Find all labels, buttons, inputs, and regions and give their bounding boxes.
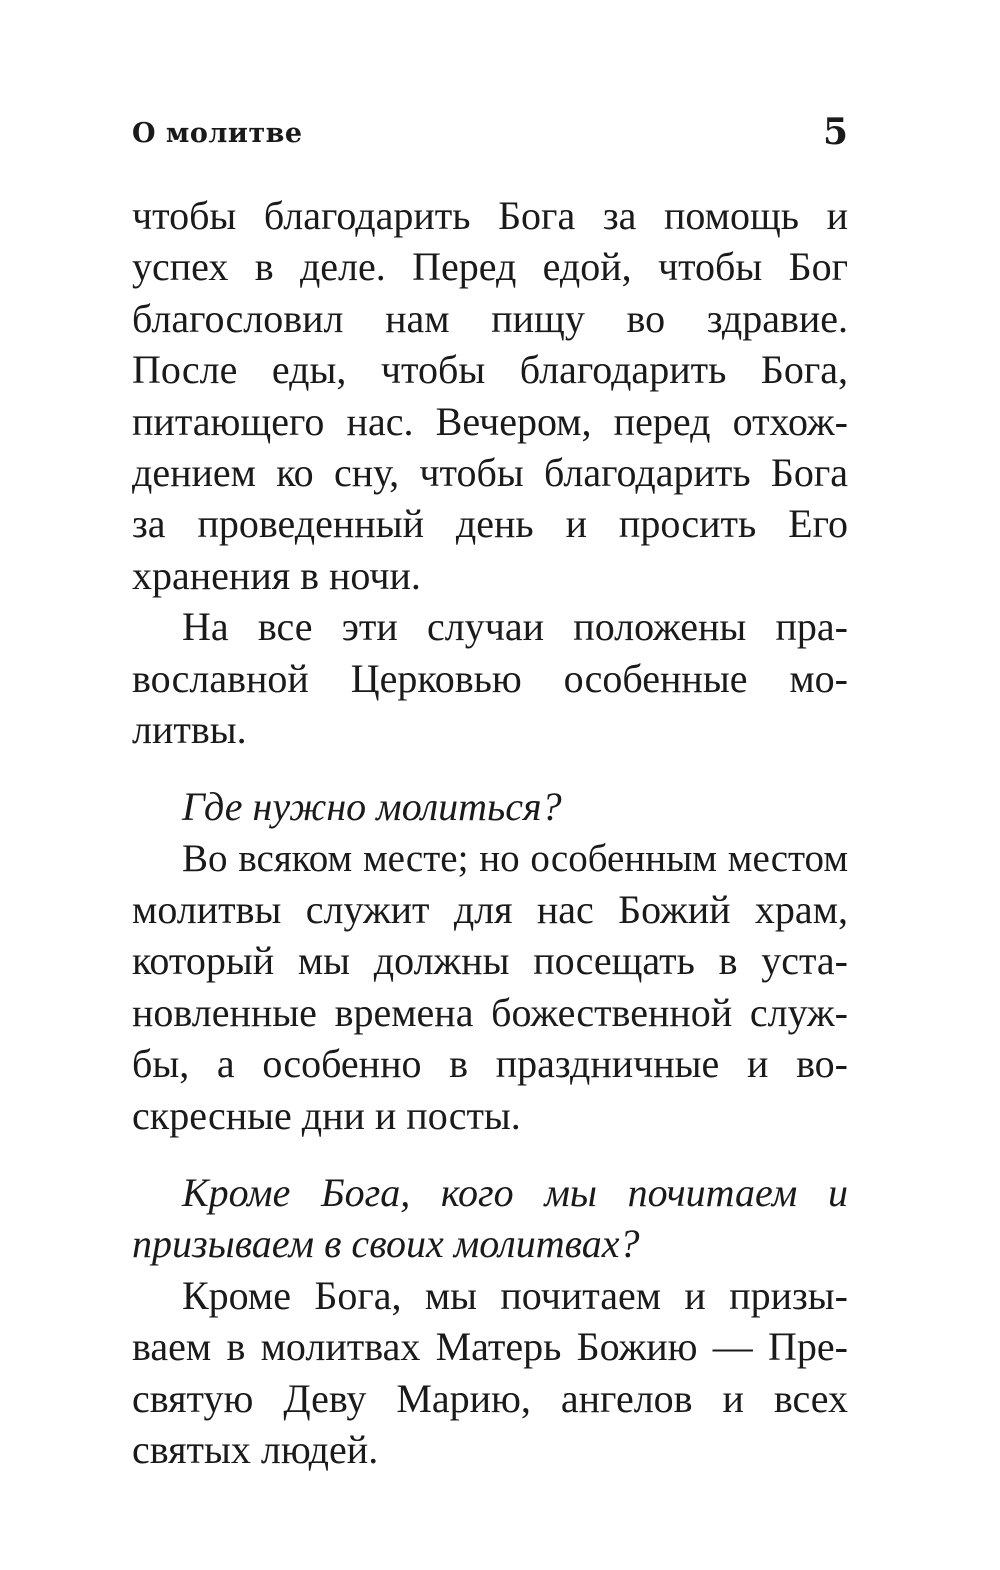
text-line: Кроме Бога, мы почитаем и призы-: [182, 1272, 848, 1318]
text-line: чтобы благодарить Бога за помощь и: [132, 193, 848, 238]
text-line: благословил нам пищу во здравие.: [132, 295, 848, 341]
text-line: ваем в молитвах Матерь Божию — Пре-: [132, 1324, 848, 1370]
text-line: Во всяком месте; но особенным местом: [182, 836, 848, 880]
text-line: литвы.: [132, 706, 247, 752]
text-line: новленные времена божественной служ-: [132, 989, 848, 1035]
text-line: за проведенный день и просить Его: [132, 501, 848, 547]
section-gap: [132, 755, 848, 781]
running-head: [132, 112, 848, 156]
question-heading: Где нужно молиться?: [182, 784, 562, 830]
text-line: дением ко сну, чтобы благодарить Бога: [132, 449, 848, 495]
text-line: питающего нас. Вечером, перед отхож-: [132, 398, 848, 444]
question-heading: призываем в своих молитвах?: [132, 1221, 640, 1267]
text-line: святую Деву Марию, ангелов и всех: [132, 1375, 848, 1421]
text-line: скресные дни и посты.: [132, 1092, 521, 1138]
question-heading: Кроме Бога, кого мы почитаем и: [182, 1170, 848, 1216]
text-line: святых людей.: [132, 1426, 379, 1472]
text-line: бы, а особенно в праздничные и во-: [132, 1041, 848, 1087]
text-line: молитвы служит для нас Божий храм,: [132, 887, 848, 933]
section-gap: [132, 1141, 848, 1167]
body-text: [132, 190, 848, 1475]
text-line: который мы должны посещать в уста-: [132, 938, 848, 984]
text-line: успех в деле. Перед едой, чтобы Бог: [132, 244, 848, 290]
text-line: После еды, чтобы благодарить Бога,: [132, 347, 848, 393]
running-title: О молитве: [132, 118, 303, 149]
text-line: хранения в ночи.: [132, 552, 421, 598]
text-line: вославной Церковью особенные мо-: [132, 655, 848, 701]
text-line: На все эти случаи положены пра-: [182, 604, 848, 650]
page-number: 5: [822, 111, 848, 153]
